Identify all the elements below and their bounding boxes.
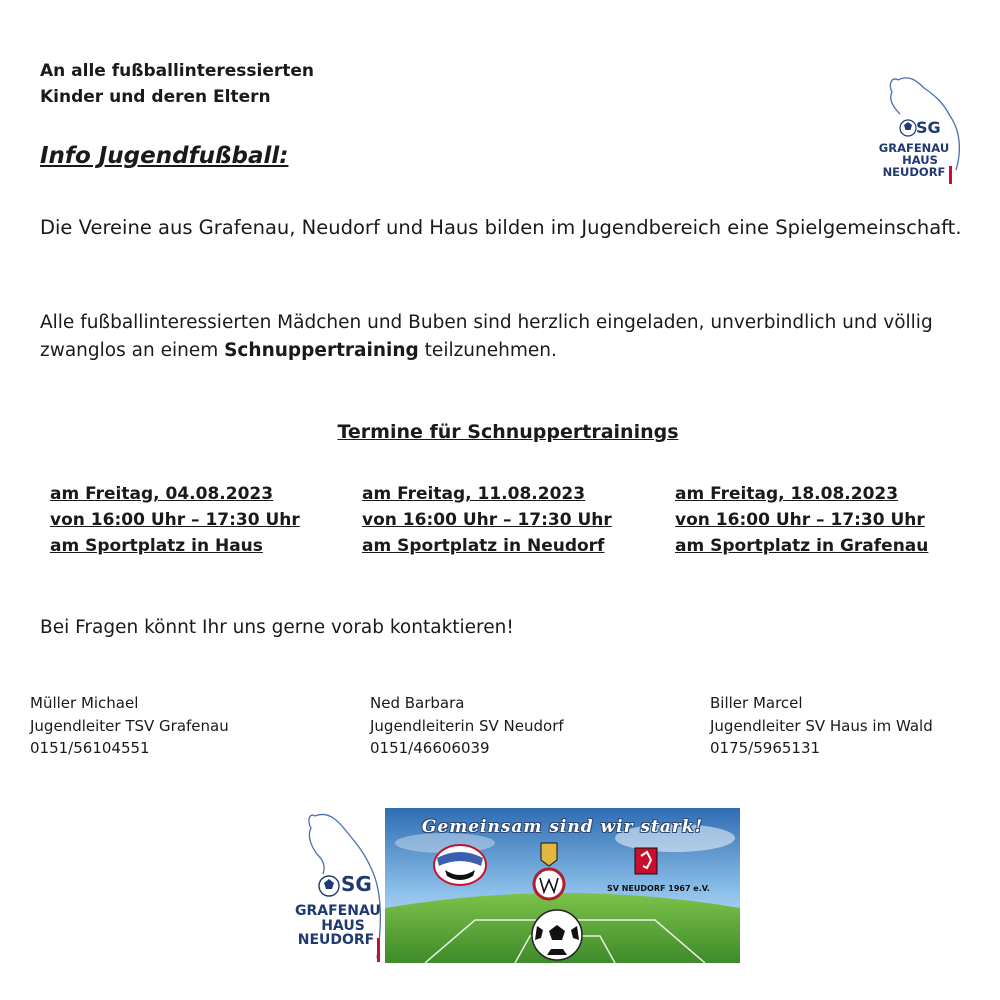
contact-2-phone: 0151/46606039 <box>370 739 490 757</box>
place-1: am Sportplatz in Haus <box>50 536 263 556</box>
sg-logo-bottom <box>295 808 383 965</box>
contact-1-name: Müller Michael <box>30 694 139 712</box>
logo-line-1-bottom: GRAFENAU <box>295 903 381 919</box>
greeting-line-1: An alle fußballinteressierten <box>40 61 315 81</box>
time-2: von 16:00 Uhr – 17:30 Uhr <box>362 510 612 530</box>
place-3: am Sportplatz in Grafenau <box>675 536 929 556</box>
paragraph-2-after: teilzunehmen. <box>418 340 557 361</box>
logo-line-2: HAUS <box>902 153 938 168</box>
logo-line-3: NEUDORF <box>882 165 946 180</box>
date-column-1 <box>50 481 300 559</box>
contact-3-name: Biller Marcel <box>710 694 803 712</box>
banner-club-label: SV NEUDORF 1967 e.V. <box>607 884 710 893</box>
greeting <box>40 58 314 110</box>
banner-slogan: Gemeinsam sind wir stark! <box>421 817 704 837</box>
contact-2-name: Ned Barbara <box>370 694 465 712</box>
contact-3 <box>710 692 933 760</box>
date-column-2 <box>362 481 612 559</box>
logo-sg: SG <box>916 118 941 137</box>
contact-2 <box>370 692 564 760</box>
date-2: am Freitag, 11.08.2023 <box>362 484 586 504</box>
logo-line-2-bottom: HAUS <box>321 917 365 934</box>
logo-sg-bottom: SG <box>341 872 372 896</box>
greeting-line-2: Kinder und deren Eltern <box>40 87 271 107</box>
sg-logo-top <box>870 70 965 190</box>
time-1: von 16:00 Uhr – 17:30 Uhr <box>50 510 300 530</box>
time-3: von 16:00 Uhr – 17:30 Uhr <box>675 510 925 530</box>
contact-1-phone: 0151/56104551 <box>30 739 150 757</box>
sv-neudorf-crest-icon <box>635 848 657 874</box>
tsv-grafenau-crest-icon <box>434 845 486 885</box>
date-column-3 <box>675 481 928 559</box>
paragraph-2-bold: Schnuppertraining <box>224 340 419 361</box>
red-bar-icon <box>377 938 380 962</box>
question-text: Bei Fragen könnt Ihr uns gerne vorab kontaktieren! <box>40 617 514 638</box>
contact-3-role: Jugendleiter SV Haus im Wald <box>710 716 933 735</box>
soccer-ball-icon <box>532 910 582 960</box>
place-2: am Sportplatz in Neudorf <box>362 536 605 556</box>
contact-3-phone: 0175/5965131 <box>710 739 821 757</box>
paragraph-1: Die Vereine aus Grafenau, Neudorf und Haus bilden im Jugendbereich eine Spielgemeinschaft. <box>40 216 962 239</box>
info-title: Info Jugendfußball: <box>40 143 289 169</box>
logo-text-block <box>876 142 952 178</box>
logo-text-block-bottom <box>295 903 381 949</box>
logo-line-3-bottom: NEUDORF <box>297 932 375 949</box>
banner-image <box>385 808 740 963</box>
contact-1-role: Jugendleiter TSV Grafenau <box>30 716 229 735</box>
paragraph-2-before: Alle fußballinteressierten Mädchen und Buben sind herzlich eingeladen, unverbindlich und völlig zwanglos an einem <box>40 312 933 361</box>
termine-heading: Termine für Schnuppertrainings <box>337 421 679 443</box>
contact-1 <box>30 692 229 760</box>
contact-2-role: Jugendleiterin SV Neudorf <box>370 716 564 735</box>
paragraph-2 <box>40 309 980 365</box>
logo-line-1: GRAFENAU <box>878 141 950 155</box>
date-3: am Freitag, 18.08.2023 <box>675 484 899 504</box>
date-1: am Freitag, 04.08.2023 <box>50 484 274 504</box>
